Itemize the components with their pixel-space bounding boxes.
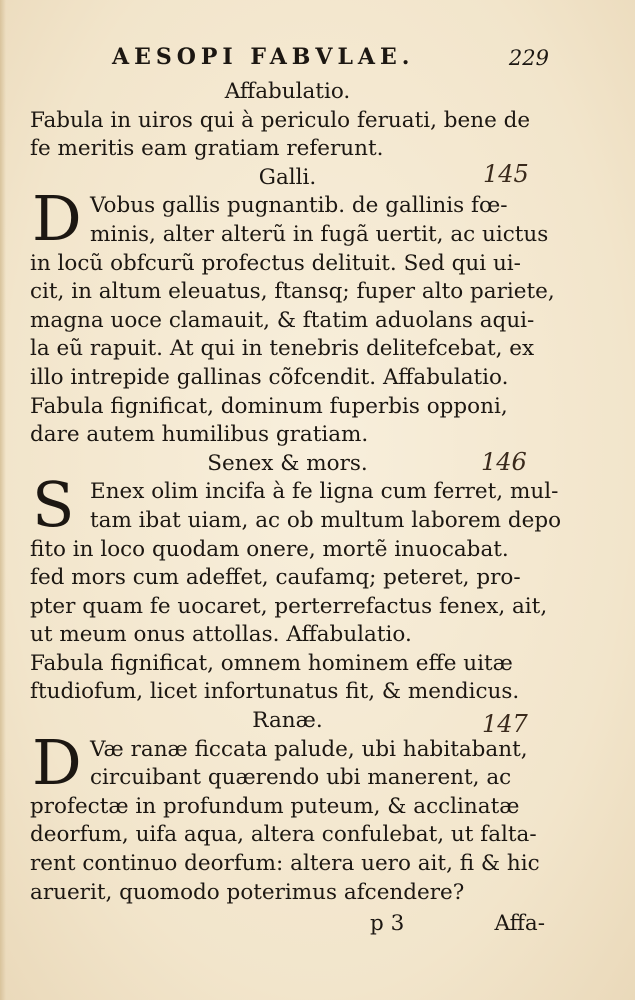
heading-affabulatio: Affabulatio. (224, 79, 351, 104)
fable-title-senex: Senex & mors. (207, 450, 368, 476)
text-line: fito in loco quodam onere, mortẽ inuocabat. (30, 536, 509, 562)
page-header (112, 44, 549, 76)
text-line: fed mors cum adeffet, caufamq; peteret, pro- (30, 565, 521, 591)
margin-note-number: 145 (483, 160, 529, 188)
fable-senex (30, 468, 562, 542)
text-line: pter quam fe uocaret, perterrefactus fenex, ait, (30, 593, 548, 619)
page-number: 229 (508, 46, 549, 70)
text-line: minis, alter alterũ in fugã uertit, ac uictus (90, 221, 549, 247)
text-line: deorfum, uifa aqua, altera confulebat, ut falta- (30, 822, 537, 848)
text-line: Væ ranæ ficcata palude, ubi habitabant, (90, 736, 528, 762)
margin-note-number: 147 (482, 710, 528, 738)
fable-ranae (30, 725, 545, 799)
text-line: ut meum onus attollas. Affabulatio. (30, 622, 412, 648)
body-text (30, 78, 562, 907)
text-line: Fabula in uiros qui à periculo feruati, bene de (30, 107, 531, 133)
fable-title-galli: Galli. (258, 164, 317, 190)
page-edge-shadow (0, 0, 6, 1000)
text-line: Fabula fignificat, dominum fuperbis opponi, (30, 393, 508, 419)
page-footer (30, 911, 545, 943)
text-line: Enex olim incifa à fe ligna cum ferret, mul- (90, 479, 559, 505)
signature-mark: p 3 (370, 911, 405, 936)
catchword: Affa- (494, 911, 545, 936)
text-line: fe meritis eam gratiam referunt. (30, 136, 384, 162)
text-line: la eũ rapuit. At qui in tenebris delitefcebat, ex (30, 336, 535, 362)
text-line: in locũ obfcurũ profectus delituit. Sed qui ui- (30, 250, 521, 276)
text-line: cit, in altum eleuatus, ftansq; fuper alto pariete, (30, 279, 555, 305)
drop-cap-initial: D (32, 182, 82, 256)
text-line: dare autem humilibus gratiam. (30, 422, 369, 448)
text-line: rent continuo deorfum: altera uero ait, fi & hic (30, 851, 540, 877)
text-line: profectæ in profundum puteum, & acclinatæ (30, 793, 520, 819)
text-line: Vobus gallis pugnantib. de gallinis fœ- (90, 193, 508, 219)
text-line: magna uoce clamauit, & ftatim aduolans aqui- (30, 307, 535, 333)
drop-cap-initial: D (32, 725, 82, 799)
drop-cap-initial: S (32, 468, 75, 542)
text-line: Fabula fignificat, omnem hominem effe uitæ (30, 650, 513, 676)
text-line: aruerit, quomodo poterimus afcendere? (30, 879, 465, 905)
running-title: AESOPI FABVLAE. (112, 44, 415, 70)
fable-galli (30, 182, 549, 256)
text-line: circuibant quærendo ubi manerent, ac (90, 765, 512, 791)
text-line: ftudiofum, licet infortunatus fit, & mendicus. (30, 679, 520, 705)
text-line: illo intrepide gallinas cõfcendit. Affabulatio. (30, 364, 509, 390)
fable-title-ranae: Ranæ. (252, 708, 323, 734)
text-line: tam ibat uiam, ac ob multum laborem depo (90, 507, 562, 533)
margin-note-number: 146 (481, 448, 527, 476)
